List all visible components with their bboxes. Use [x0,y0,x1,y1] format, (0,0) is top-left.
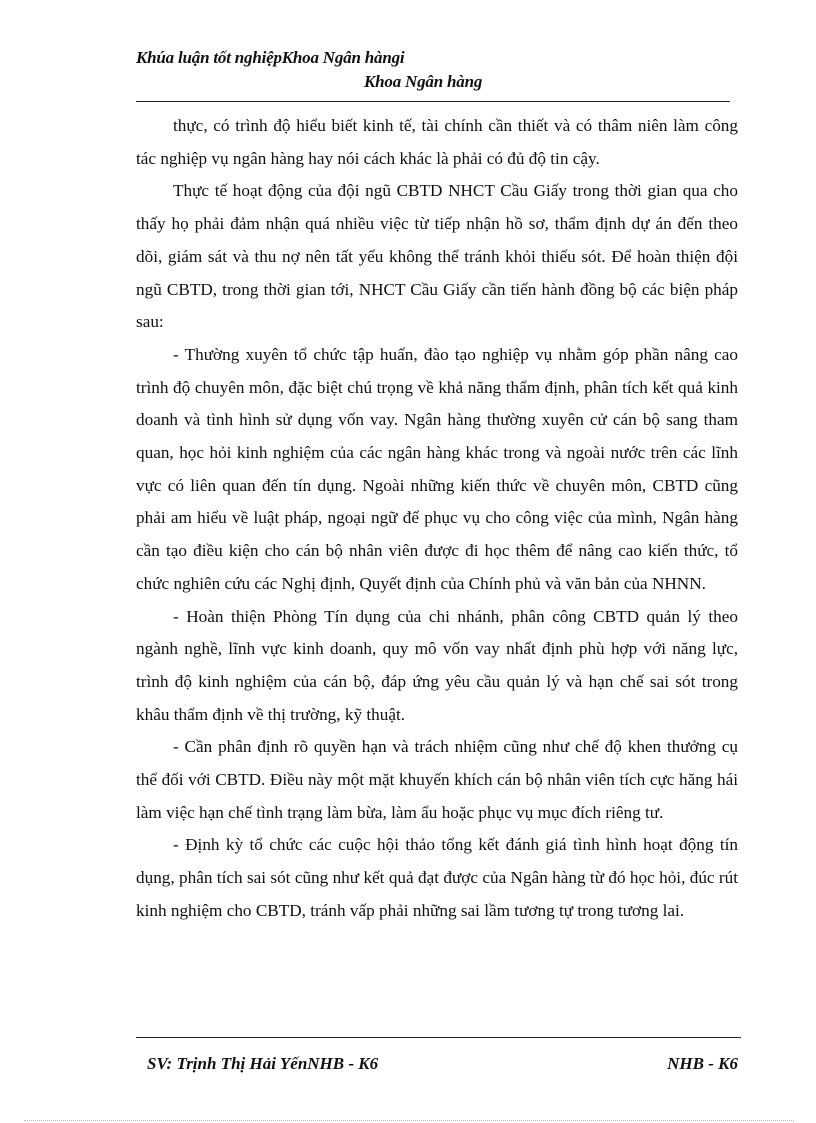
footer-author: SV: Trịnh Thị Hải YếnNHB - K6 [147,1054,379,1073]
paragraph-seminars: - Định kỳ tổ chức các cuộc hội thảo tổng kết đánh giá tình hình hoạt động tín dụng, phân tích sai sót cũng như kết quả đạt được của Ngân hàng từ đó học hỏi, đúc rút kinh nghiệm cho CBTD, tránh vấp phải những sai lầm tương tự trong tương lai. [136,835,738,920]
paragraph-credit-department: - Hoàn thiện Phòng Tín dụng của chi nhánh, phân công CBTD quản lý theo ngành nghề, lĩnh vực kinh doanh, quy mô vốn vay nhất định phù hợp với năng lực, trình độ kinh nghiệm của cán bộ, đáp ứng yêu cầu quản lý và hạn chế sai sót trong khâu thẩm định về thị trường, kỹ thuật. [136,606,738,724]
page-edge-divider [24,1120,794,1121]
paragraph-responsibilities: - Cần phân định rõ quyền hạn và trách nhiệm cũng như chế độ khen thưởng cụ thể đối với CBTD. Điều này một mặt khuyến khích cán bộ nhân viên tích cực hăng hái làm việc hạn chế tình trạng làm bừa, làm ẩu hoặc phục vụ mục đích riêng tư. [136,737,738,822]
running-header-subtitle: Khoa Ngân hàng [364,72,483,91]
paragraph-training: - Thường xuyên tổ chức tập huấn, đào tạo nghiệp vụ nhằm góp phần nâng cao trình độ chuyên môn, đặc biệt chú trọng về khả năng thẩm định, phân tích kết quả kinh doanh và tình hình sử dụng vốn vay. Ngân hàng thường xuyên cử cán bộ sang tham quan, học hỏi kinh nghiệm của các ngân hàng khác trong và ngoài nước trên các lĩnh vực có liên quan đến tín dụng. Ngoài những kiến thức về chuyên môn, CBTD cũng phải am hiểu về luật pháp, ngoại ngữ để phục vụ cho công việc của mình, Ngân hàng cần tạo điều kiện cho cán bộ nhân viên được đi học thêm để nâng cao kiến thức, tổ chức nghiên cứu các Nghị định, Quyết định của Chính phủ và văn bản của NHNN. [136,344,738,593]
footer-class: NHB - K6 [667,1054,738,1073]
running-header-title: Khúa luận tốt nghiệpKhoa Ngân hàngi [136,48,405,67]
page-body [136,110,738,928]
paragraph-continuation: thực, có trình độ hiểu biết kinh tế, tài chính cần thiết và có thâm niên làm công tác nghiệp vụ ngân hàng hay nói cách khác là phải có đủ độ tin cậy. [136,116,738,168]
header-divider [136,101,730,102]
paragraph-cbtd-reality: Thực tế hoạt động của đội ngũ CBTD NHCT Cầu Giấy trong thời gian qua cho thấy họ phải đảm nhận quá nhiều việc từ tiếp nhận hồ sơ, thẩm định dự án đến theo dõi, giám sát và thu nợ nên tất yếu không thể tránh khỏi thiếu sót. Để hoàn thiện đội ngũ CBTD, trong thời gian tới, NHCT Cầu Giấy cần tiến hành đồng bộ các biện pháp sau: [136,181,738,332]
footer-divider [136,1037,741,1038]
